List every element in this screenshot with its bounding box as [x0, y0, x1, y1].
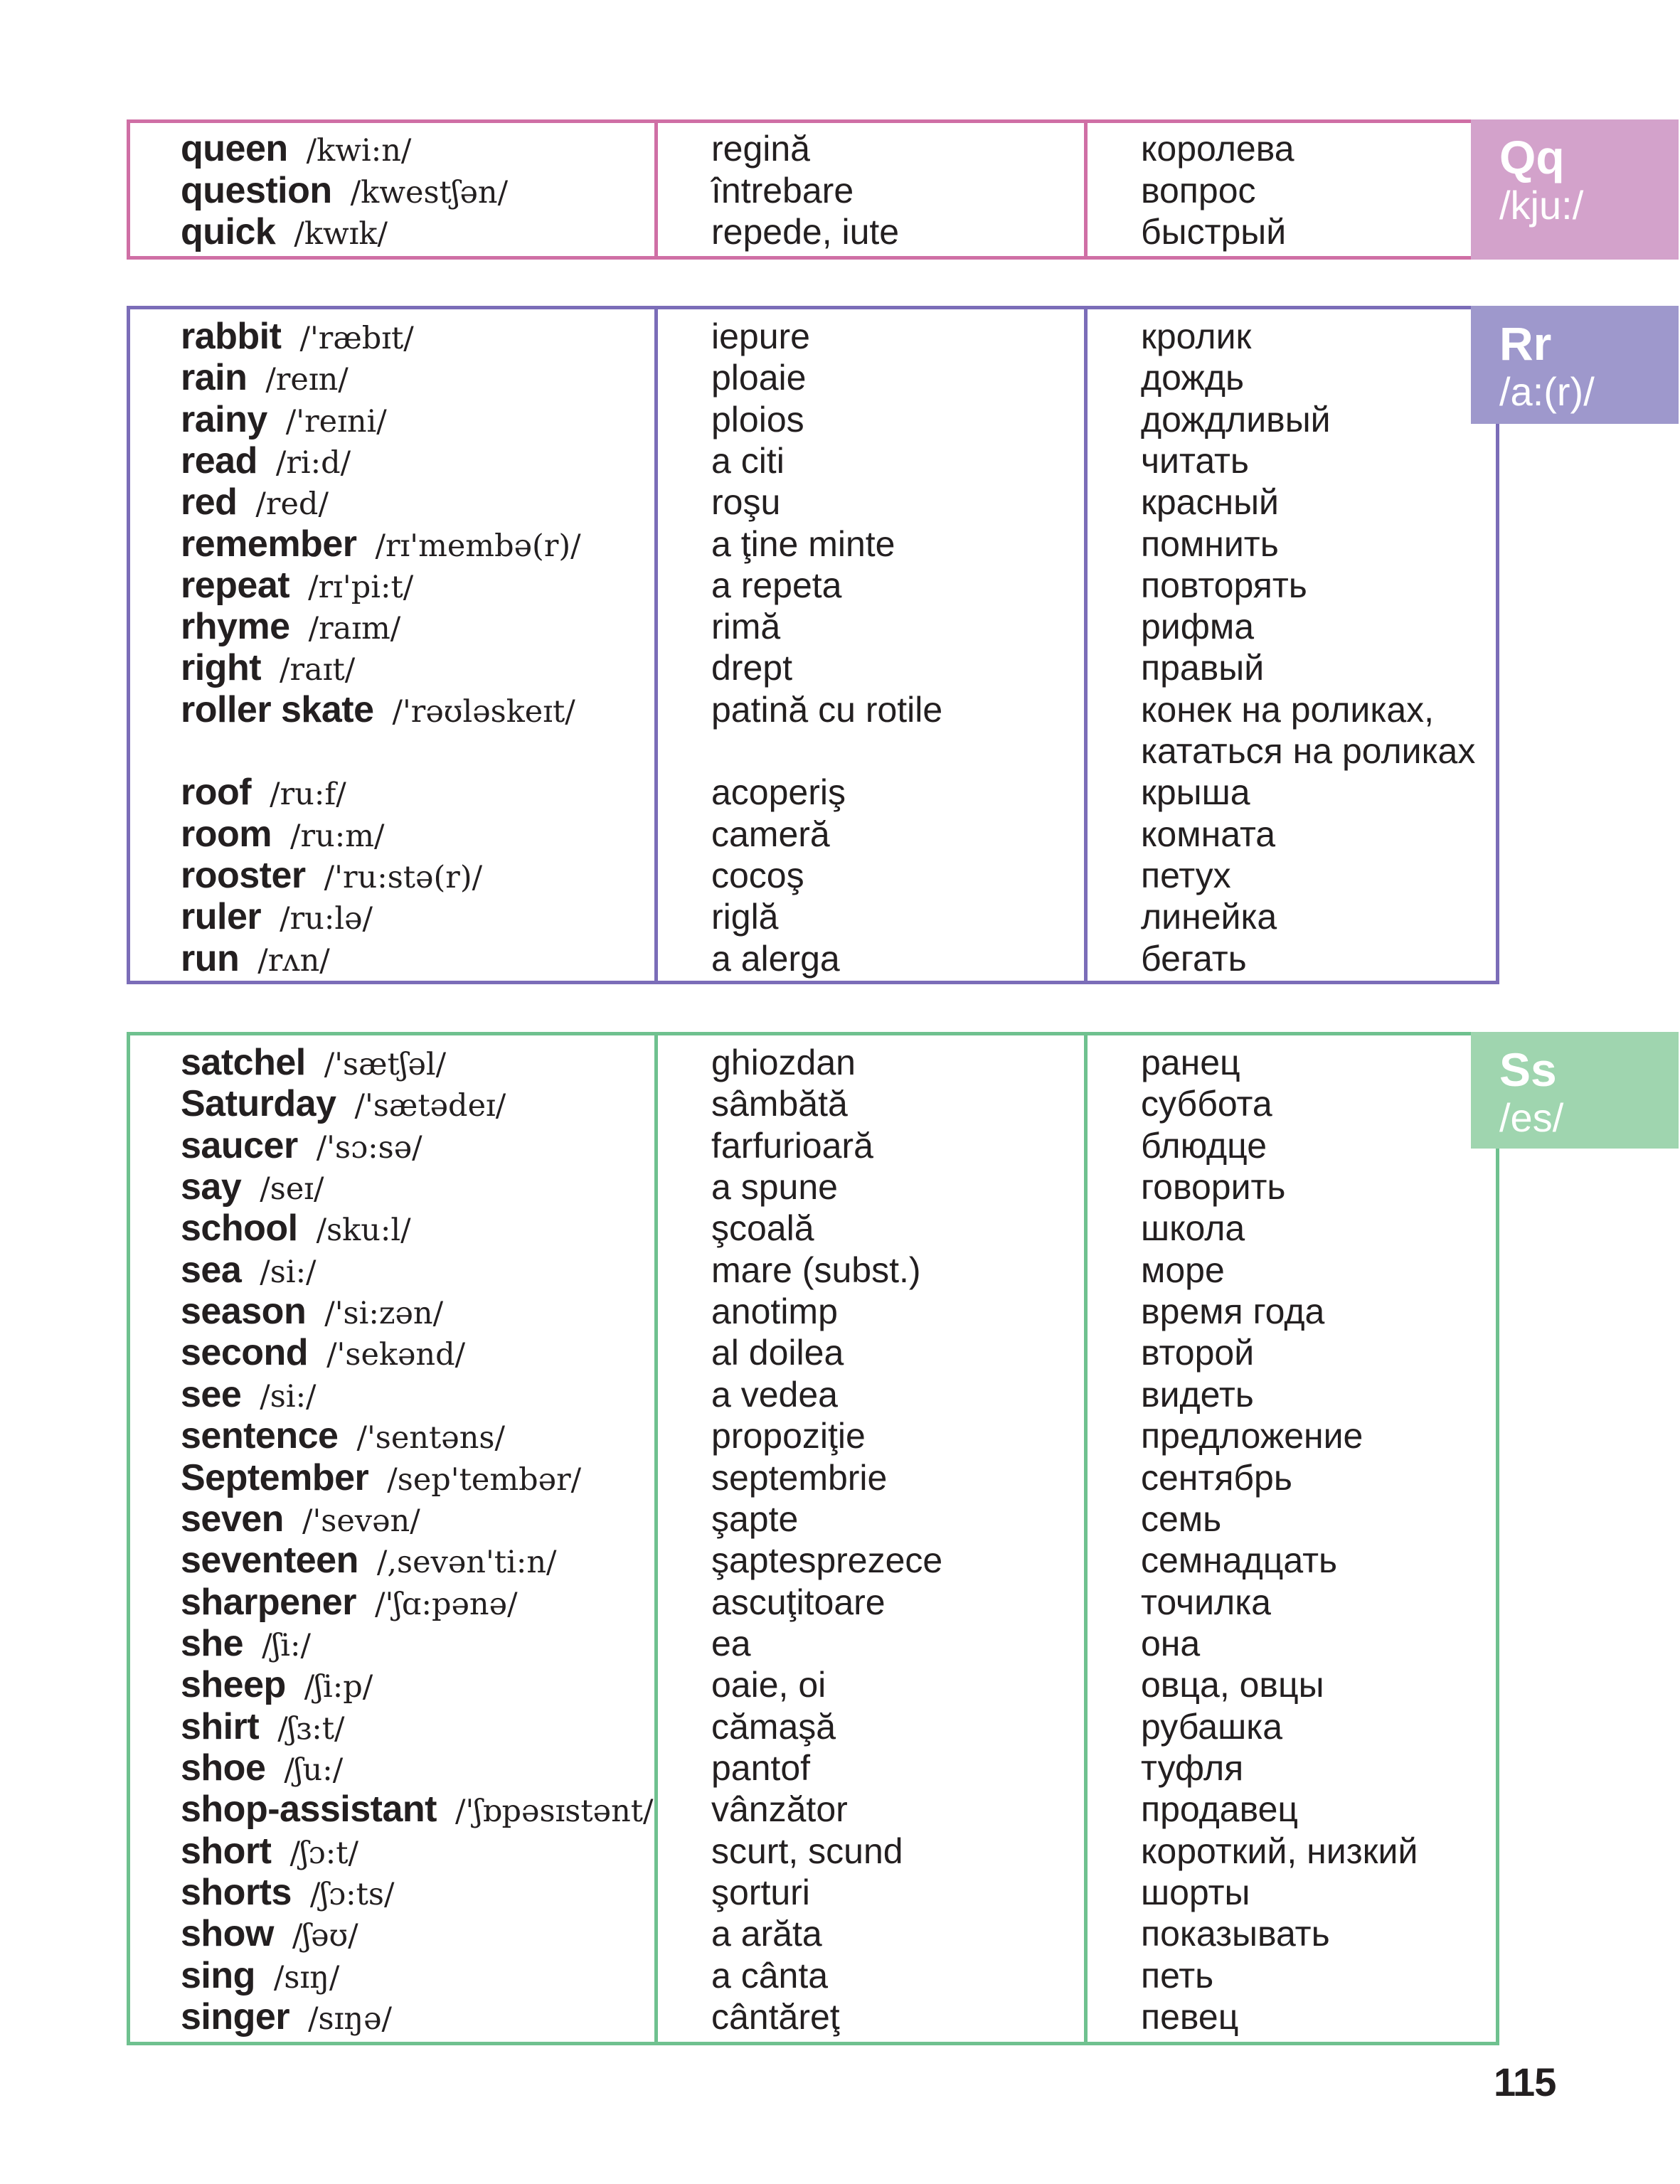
transcription: /'ræbɪt/ [299, 321, 414, 356]
romanian-translation: a arăta [711, 1914, 822, 1954]
russian-translation: дождливый [1141, 399, 1331, 440]
english-entry [181, 1374, 317, 1417]
english-word: sentence [181, 1415, 339, 1457]
russian-translation: певец [1141, 1997, 1239, 2037]
column-divider [1084, 306, 1088, 984]
transcription: /'reɪni/ [285, 403, 387, 440]
english-word: Saturday [181, 1083, 336, 1125]
romanian-translation: repede, iute [711, 212, 900, 252]
english-entry [181, 1664, 373, 1708]
romanian-translation: regină [711, 129, 810, 169]
transcription: /seɪ/ [260, 1171, 324, 1208]
transcription: /si:/ [260, 1254, 317, 1290]
russian-translation: семнадцать [1141, 1540, 1338, 1581]
transcription: /'sekənd/ [326, 1337, 466, 1373]
english-entry [181, 1042, 446, 1085]
russian-translation: повторять [1141, 565, 1307, 605]
letter-tab-q [1471, 119, 1679, 260]
english-entry [181, 1166, 324, 1210]
english-word: read [181, 440, 257, 481]
english-word: run [181, 937, 240, 979]
tab-sound: /es/ [1499, 1095, 1564, 1140]
english-entry [181, 481, 329, 525]
romanian-translation: şcoală [711, 1208, 814, 1249]
russian-translation: продавец [1141, 1789, 1299, 1830]
english-entry [181, 1125, 422, 1168]
english-entry [181, 1913, 358, 1956]
english-word: remember [181, 523, 357, 565]
english-entry [181, 170, 508, 213]
english-word: ruler [181, 896, 262, 938]
english-entry [181, 855, 482, 898]
russian-translation: бегать [1141, 938, 1247, 979]
russian-translation: ранец [1141, 1043, 1240, 1082]
page-number: 115 [1494, 2060, 1556, 2104]
russian-translation: петух [1141, 855, 1231, 895]
transcription: /kwi:n/ [306, 133, 412, 169]
transcription: /sku:l/ [316, 1213, 411, 1249]
romanian-translation: a alerga [711, 938, 840, 979]
english-word: sing [181, 1954, 255, 1996]
transcription: /'rəʊləskeɪt/ [392, 693, 575, 730]
english-entry [181, 1083, 506, 1126]
romanian-translation: ploaie [711, 358, 807, 398]
russian-translation: петь [1141, 1955, 1214, 1996]
romanian-translation: şaptesprezece [711, 1540, 943, 1581]
transcription: /ʃɔ:t/ [289, 1835, 358, 1871]
english-entry [181, 1706, 344, 1749]
russian-translation: дождь [1141, 358, 1245, 398]
transcription: /ri:d/ [275, 444, 351, 481]
transcription: /ʃu:/ [284, 1752, 344, 1788]
english-entry [181, 1623, 311, 1666]
romanian-translation: ea [711, 1623, 751, 1663]
russian-translation: вопрос [1141, 170, 1256, 211]
english-word: red [181, 481, 238, 523]
english-entry [181, 1789, 654, 1832]
transcription: /kwestʃən/ [350, 174, 509, 211]
transcription: /'ru:stə(r)/ [324, 859, 483, 895]
english-entry [181, 399, 387, 442]
transcription: /'sevən/ [302, 1503, 420, 1539]
column-divider [1084, 119, 1088, 260]
russian-translation: рифма [1141, 607, 1255, 647]
russian-translation: королева [1141, 129, 1294, 169]
russian-translation: видеть [1141, 1374, 1254, 1415]
section-r [127, 306, 1595, 984]
english-word: repeat [181, 564, 290, 606]
russian-translation: семь [1141, 1498, 1222, 1539]
romanian-translation: septembrie [711, 1457, 888, 1498]
english-word: queen [181, 128, 288, 169]
english-word: satchel [181, 1042, 306, 1083]
russian-translation: показывать [1141, 1914, 1330, 1954]
transcription: /red/ [255, 486, 329, 523]
russian-translation: короткий, низкий [1141, 1831, 1418, 1871]
english-word: seven [181, 1498, 284, 1540]
transcription: /ʃɔ:ts/ [309, 1877, 395, 1912]
english-word: quick [181, 211, 276, 252]
russian-translation: быстрый [1141, 212, 1287, 252]
english-word: show [181, 1913, 274, 1955]
russian-translation: сентябрь [1141, 1457, 1292, 1498]
english-word: she [181, 1622, 244, 1664]
english-entry [181, 1955, 339, 1998]
romanian-translation: roşu [711, 482, 781, 523]
english-word: rhyme [181, 606, 290, 648]
english-word: shop-assistant [181, 1789, 437, 1831]
russian-translation: суббота [1141, 1084, 1272, 1124]
russian-translation: второй [1141, 1333, 1255, 1373]
english-entry [181, 128, 411, 171]
english-word: school [181, 1208, 298, 1250]
english-word: rain [181, 357, 248, 399]
english-entry [181, 1747, 343, 1791]
transcription: /'ʃɑ:pənə/ [374, 1586, 518, 1622]
russian-translation: туфля [1141, 1747, 1244, 1788]
romanian-translation: ploios [711, 399, 804, 440]
english-entry [181, 1291, 443, 1334]
transcription: /ru:lə/ [280, 901, 373, 937]
russian-translation: комната [1141, 814, 1276, 854]
english-entry [181, 606, 400, 649]
russian-translation: шорты [1141, 1873, 1250, 1912]
english-entry [181, 772, 346, 815]
romanian-translation: a citi [711, 440, 785, 481]
romanian-translation: farfurioară [711, 1125, 873, 1166]
english-entry [181, 689, 575, 733]
english-word: room [181, 813, 272, 855]
russian-translation: красный [1141, 482, 1279, 523]
english-entry [181, 1872, 395, 1915]
english-entry [181, 357, 349, 400]
english-entry [181, 938, 330, 981]
column-divider [654, 306, 658, 984]
english-entry [181, 565, 413, 608]
section-q [127, 119, 1584, 260]
transcription: /kwɪk/ [294, 216, 388, 252]
transcription: /'sætʃəl/ [324, 1047, 447, 1082]
english-word: shorts [181, 1872, 292, 1913]
column-divider [654, 119, 658, 260]
english-word: say [181, 1166, 242, 1208]
transcription: /'ʃɒpəsɪstənt/ [454, 1794, 654, 1830]
transcription: /'sætədeɪ/ [354, 1088, 506, 1124]
transcription: /rɪ'membə(r)/ [375, 528, 581, 564]
english-entry [181, 1332, 465, 1375]
tab-sound: /kju:/ [1499, 183, 1584, 228]
english-entry [181, 1208, 411, 1251]
transcription: /sɪŋə/ [308, 2001, 392, 2037]
english-word: roller skate [181, 688, 374, 730]
russian-translation: овца, овцы [1141, 1665, 1324, 1705]
romanian-translation: pantof [711, 1747, 811, 1788]
transcription: /ʃi:/ [262, 1627, 311, 1663]
english-entry [181, 1457, 581, 1501]
english-word: singer [181, 1996, 290, 2038]
romanian-translation: a cânta [711, 1955, 829, 1996]
romanian-translation: cântăreţ [711, 1997, 840, 2037]
romanian-translation: a ţine minte [711, 523, 895, 564]
russian-translation: помнить [1141, 523, 1279, 564]
russian-translation: точилка [1141, 1582, 1271, 1622]
romanian-translation: scurt, scund [711, 1831, 903, 1871]
english-entry [181, 211, 388, 255]
transcription: /sɪŋ/ [273, 1959, 340, 1996]
romanian-translation: a vedea [711, 1374, 838, 1415]
section-s [127, 1032, 1564, 2045]
russian-translation: она [1141, 1623, 1201, 1663]
column-divider [1084, 1032, 1088, 2045]
romanian-translation: a spune [711, 1167, 838, 1208]
english-entry [181, 730, 199, 774]
transcription: /'sɔ:sə/ [316, 1129, 422, 1166]
transcription: /ʃi:p/ [304, 1669, 373, 1705]
romanian-translation: mare (subst.) [711, 1250, 921, 1290]
english-word: seventeen [181, 1540, 358, 1582]
romanian-translation: întrebare [711, 170, 854, 211]
english-word: shirt [181, 1705, 260, 1747]
transcription: /rɪ'pi:t/ [308, 569, 414, 605]
romanian-translation: anotimp [711, 1291, 838, 1332]
english-word: shoe [181, 1747, 266, 1789]
transcription: /sep'tembər/ [387, 1461, 582, 1498]
transcription: /raɪt/ [280, 652, 356, 688]
english-entry [181, 1582, 518, 1625]
romanian-translation: acoperiş [711, 772, 846, 813]
russian-translation: кролик [1141, 316, 1252, 356]
english-entry [181, 523, 581, 567]
transcription: /rʌn/ [257, 942, 330, 979]
english-entry [181, 814, 385, 857]
tab-letter: Rr [1499, 317, 1552, 370]
english-word: sheep [181, 1664, 286, 1706]
english-entry [181, 1415, 505, 1459]
transcription: /ru:f/ [270, 777, 346, 813]
tab-sound: /a:(r)/ [1499, 369, 1595, 414]
russian-translation: линейка [1141, 897, 1277, 937]
romanian-translation: patină cu rotile [711, 689, 943, 730]
romanian-translation: ghiozdan [711, 1043, 856, 1082]
russian-translation: блюдце [1141, 1125, 1267, 1166]
russian-translation: читать [1141, 440, 1249, 481]
transcription: /si:/ [260, 1378, 317, 1415]
transcription: /ru:m/ [290, 818, 385, 854]
transcription: /,sevən'ti:n/ [376, 1545, 557, 1581]
english-word: saucer [181, 1124, 298, 1166]
russian-translation: школа [1141, 1208, 1245, 1249]
romanian-translation: cameră [711, 814, 830, 854]
english-word: September [181, 1456, 369, 1498]
english-entry [181, 647, 355, 691]
romanian-translation: vânzător [711, 1789, 848, 1830]
russian-translation: предложение [1141, 1416, 1363, 1456]
romanian-translation: riglă [711, 897, 779, 937]
letter-tab-s [1471, 1032, 1679, 1149]
english-entry [181, 1250, 317, 1293]
romanian-translation: rimă [711, 607, 781, 647]
english-entry [181, 1540, 557, 1583]
english-entry [181, 1831, 358, 1874]
russian-translation: конек на роликах, [1141, 689, 1435, 730]
english-word: rabbit [181, 316, 282, 357]
transcription: /'sentəns/ [356, 1420, 505, 1456]
romanian-translation: drept [711, 648, 792, 688]
romanian-translation: oaie, oi [711, 1665, 826, 1705]
romanian-translation: al doilea [711, 1333, 844, 1373]
transcription: /reɪn/ [265, 362, 349, 398]
letter-tab-r [1471, 306, 1679, 424]
transcription: /ʃəʊ/ [292, 1918, 358, 1954]
transcription: /'si:zən/ [324, 1296, 444, 1332]
english-word: rainy [181, 398, 267, 440]
column-divider [654, 1032, 658, 2045]
english-entry [181, 896, 373, 939]
romanian-translation: propoziţie [711, 1416, 866, 1456]
english-word: second [181, 1332, 309, 1374]
russian-translation: время года [1141, 1291, 1325, 1332]
english-word: sharpener [181, 1581, 356, 1623]
russian-translation: рубашка [1141, 1706, 1282, 1747]
english-word: see [181, 1373, 242, 1415]
english-entry [181, 1996, 392, 2040]
russian-translation: говорить [1141, 1167, 1286, 1208]
english-entry [181, 1498, 420, 1542]
english-word: rooster [181, 854, 306, 896]
russian-translation: правый [1141, 648, 1265, 688]
romanian-translation: iepure [711, 316, 810, 356]
transcription: /ʃɜ:t/ [277, 1710, 345, 1747]
english-entry [181, 440, 351, 484]
english-word: right [181, 647, 262, 689]
russian-translation: кататься на роликах [1141, 731, 1476, 771]
english-word: season [181, 1291, 307, 1333]
tab-letter: Ss [1499, 1043, 1557, 1096]
romanian-translation: a repeta [711, 565, 842, 605]
english-word: roof [181, 772, 252, 814]
english-word: sea [181, 1249, 242, 1291]
russian-translation: море [1141, 1250, 1225, 1290]
romanian-translation: cămaşă [711, 1706, 836, 1747]
english-entry [181, 316, 414, 359]
russian-translation: крыша [1141, 772, 1250, 813]
romanian-translation: şapte [711, 1498, 799, 1539]
romanian-translation: cocoş [711, 855, 804, 895]
tab-letter: Qq [1499, 131, 1565, 183]
english-word: short [181, 1830, 272, 1872]
romanian-translation: sâmbătă [711, 1084, 848, 1124]
romanian-translation: ascuţitoare [711, 1582, 886, 1622]
romanian-translation: şorturi [711, 1873, 810, 1912]
transcription: /raɪm/ [308, 611, 401, 647]
english-word: question [181, 169, 332, 211]
